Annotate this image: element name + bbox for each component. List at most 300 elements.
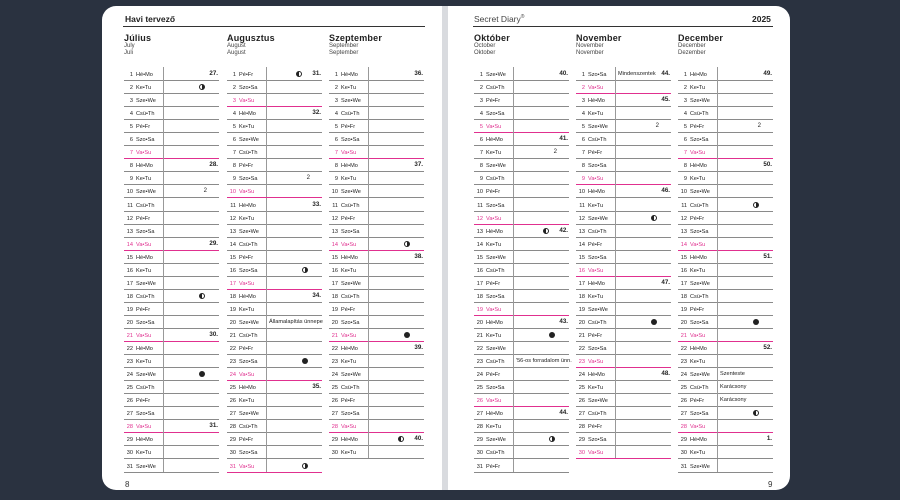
day-row[interactable] <box>474 67 569 81</box>
day-number: 6 <box>683 137 687 144</box>
day-row[interactable] <box>124 406 219 420</box>
day-row[interactable] <box>678 276 773 290</box>
month-name-en: August <box>227 43 246 49</box>
day-row[interactable] <box>474 341 569 355</box>
day-row[interactable] <box>227 237 322 251</box>
weekday-label: Hé•Mo <box>136 346 153 353</box>
day-row[interactable] <box>329 380 424 394</box>
day-row[interactable] <box>124 276 219 290</box>
day-row[interactable] <box>474 250 569 264</box>
day-row[interactable] <box>227 328 322 342</box>
day-row[interactable] <box>678 445 773 459</box>
left-header-rule <box>123 26 425 27</box>
day-row[interactable] <box>576 184 671 198</box>
day-row[interactable] <box>124 171 219 185</box>
weekday-label: Szo•Sa <box>588 437 607 444</box>
day-row[interactable] <box>576 419 671 433</box>
day-row[interactable] <box>124 459 219 473</box>
day-row[interactable] <box>678 341 773 355</box>
day-row[interactable] <box>678 184 773 198</box>
day-row[interactable] <box>124 250 219 264</box>
day-row[interactable] <box>678 106 773 120</box>
day-row[interactable] <box>227 158 322 172</box>
weekday-label: Sze•We <box>588 306 608 313</box>
day-number: 18 <box>680 293 687 300</box>
column-divider <box>717 106 718 119</box>
day-row[interactable] <box>576 328 671 342</box>
weekday-label: Va•Su <box>239 280 255 287</box>
day-row[interactable] <box>329 93 424 107</box>
month-name-en: September <box>329 43 359 49</box>
day-number: 27 <box>680 411 687 418</box>
column-divider <box>717 237 718 250</box>
day-number: 30 <box>229 450 236 457</box>
day-row[interactable] <box>124 302 219 316</box>
column-divider <box>717 67 718 80</box>
holiday-note: Karácsony <box>720 397 747 404</box>
day-row[interactable] <box>678 432 773 446</box>
day-row[interactable] <box>124 67 219 81</box>
day-row[interactable] <box>576 67 671 81</box>
day-row[interactable] <box>329 406 424 420</box>
column-divider <box>266 419 267 432</box>
column-divider <box>266 406 267 419</box>
moon-phase-icon <box>199 371 205 377</box>
day-number: 5 <box>129 124 133 131</box>
weekday-label: Pé•Fr <box>690 306 705 313</box>
day-row[interactable] <box>474 432 569 446</box>
day-row[interactable] <box>474 106 569 120</box>
month-name: December <box>678 33 724 43</box>
day-row[interactable] <box>678 237 773 251</box>
weekday-label: Szo•Sa <box>690 411 709 418</box>
column-divider <box>615 80 616 93</box>
day-number: 16 <box>229 267 236 274</box>
day-row[interactable] <box>227 263 322 277</box>
day-row[interactable] <box>474 459 569 473</box>
day-row[interactable] <box>678 380 773 394</box>
day-row[interactable] <box>576 289 671 303</box>
day-row[interactable] <box>329 158 424 172</box>
day-row[interactable] <box>329 106 424 120</box>
weekday-label: Sze•We <box>341 189 361 196</box>
day-number: 12 <box>680 215 687 222</box>
day-row[interactable] <box>227 315 322 329</box>
day-row[interactable] <box>678 419 773 433</box>
day-row[interactable] <box>474 276 569 290</box>
day-row[interactable] <box>124 211 219 225</box>
day-row[interactable] <box>227 406 322 420</box>
day-number: 29 <box>578 437 585 444</box>
day-number: 11 <box>477 202 483 209</box>
weekday-label: Pé•Fr <box>239 72 254 78</box>
day-row[interactable] <box>576 80 671 94</box>
day-row[interactable] <box>474 302 569 316</box>
day-row[interactable] <box>227 380 322 394</box>
day-row[interactable] <box>124 132 219 146</box>
week-number: 35. <box>312 383 321 391</box>
day-row[interactable] <box>329 211 424 225</box>
day-row[interactable] <box>474 211 569 225</box>
column-divider <box>368 211 369 224</box>
column-divider <box>513 445 514 458</box>
week-number: 45. <box>661 96 670 104</box>
weekday-label: Va•Su <box>588 359 604 366</box>
weekday-label: Sze•We <box>136 189 156 196</box>
weekday-label: Hé•Mo <box>341 346 358 353</box>
day-row[interactable] <box>329 67 424 81</box>
day-row[interactable] <box>329 198 424 212</box>
day-row[interactable] <box>329 393 424 407</box>
week-number: 30. <box>209 331 218 338</box>
day-row[interactable] <box>576 341 671 355</box>
column-divider <box>368 93 369 106</box>
day-row[interactable] <box>474 289 569 303</box>
day-number: 25 <box>229 385 236 392</box>
day-row[interactable] <box>227 198 322 212</box>
day-row[interactable] <box>329 276 424 290</box>
moon-phase-icon <box>651 215 657 221</box>
column-divider <box>266 354 267 367</box>
column-divider <box>368 406 369 419</box>
day-row[interactable] <box>124 145 219 159</box>
right-header-rule <box>473 26 773 27</box>
day-row[interactable] <box>227 145 322 159</box>
day-row[interactable] <box>124 237 219 251</box>
day-row[interactable] <box>227 459 322 473</box>
day-row[interactable] <box>576 119 671 133</box>
month-name-de: Juli <box>124 50 134 56</box>
day-row[interactable] <box>124 445 219 459</box>
day-row[interactable] <box>678 367 773 381</box>
day-row[interactable] <box>227 432 322 446</box>
book-gutter <box>442 6 448 490</box>
day-row[interactable] <box>474 132 569 146</box>
day-row[interactable] <box>576 393 671 407</box>
column-divider <box>368 328 369 341</box>
day-row[interactable] <box>576 211 671 225</box>
day-row[interactable] <box>474 119 569 133</box>
day-row[interactable] <box>576 367 671 381</box>
day-row[interactable] <box>678 354 773 368</box>
day-row[interactable] <box>678 198 773 212</box>
day-row[interactable] <box>227 184 322 198</box>
day-row[interactable] <box>678 224 773 238</box>
weekday-label: Ke•Tu <box>239 306 255 313</box>
day-row[interactable] <box>678 406 773 420</box>
day-row[interactable] <box>329 341 424 355</box>
week-number: 38. <box>414 252 423 260</box>
weekday-label: Sze•We <box>690 98 710 105</box>
day-row[interactable] <box>576 106 671 120</box>
weekday-label: Sze•We <box>239 411 259 418</box>
day-row[interactable] <box>124 328 219 342</box>
weekday-label: Szo•Sa <box>239 85 258 92</box>
weekday-label: Szo•Sa <box>136 411 155 418</box>
day-row[interactable] <box>227 419 322 433</box>
day-row[interactable] <box>474 445 569 459</box>
day-row[interactable] <box>227 211 322 225</box>
day-row[interactable] <box>329 184 424 198</box>
weekday-label: Pé•Fr <box>486 98 501 105</box>
day-row[interactable] <box>474 93 569 107</box>
day-row[interactable] <box>124 380 219 394</box>
day-row[interactable] <box>576 132 671 146</box>
day-row[interactable] <box>474 80 569 94</box>
day-row[interactable] <box>329 302 424 316</box>
week-number: 48. <box>661 370 670 378</box>
weekday-label: Va•Su <box>341 241 357 248</box>
day-number: 1 <box>683 72 687 78</box>
day-row[interactable] <box>576 171 671 185</box>
day-row[interactable] <box>124 419 219 433</box>
weekday-label: Sze•We <box>341 280 361 287</box>
day-row[interactable] <box>227 106 322 120</box>
day-row[interactable] <box>678 171 773 185</box>
day-row[interactable] <box>124 93 219 107</box>
day-row[interactable] <box>329 224 424 238</box>
day-number: 3 <box>683 98 687 105</box>
column-divider <box>163 406 164 419</box>
day-row[interactable] <box>124 80 219 94</box>
weekday-label: Hé•Mo <box>341 163 358 170</box>
day-row[interactable] <box>474 406 569 420</box>
day-number: 26 <box>680 398 687 405</box>
day-row[interactable] <box>124 184 219 198</box>
weekday-label: Ke•Tu <box>486 424 502 431</box>
day-count: 2 <box>757 123 761 130</box>
weekday-label: Va•Su <box>239 98 255 105</box>
day-row[interactable] <box>227 171 322 185</box>
day-row[interactable] <box>678 67 773 81</box>
weekday-label: Ke•Tu <box>690 450 706 457</box>
column-divider <box>163 106 164 119</box>
day-row[interactable] <box>474 184 569 198</box>
day-row[interactable] <box>474 263 569 277</box>
day-number: 25 <box>476 385 483 392</box>
day-row[interactable] <box>329 132 424 146</box>
day-row[interactable] <box>474 367 569 381</box>
column-divider <box>368 419 369 432</box>
day-row[interactable] <box>227 354 322 368</box>
day-row[interactable] <box>124 158 219 172</box>
weekday-label: Sze•We <box>690 463 710 470</box>
column-divider <box>615 432 616 445</box>
day-row[interactable] <box>576 158 671 172</box>
day-row[interactable] <box>227 393 322 407</box>
day-number: 7 <box>334 150 338 157</box>
day-row[interactable] <box>678 315 773 329</box>
day-row[interactable] <box>678 393 773 407</box>
week-number: 46. <box>661 187 670 195</box>
weekday-label: Csü•Th <box>136 202 155 209</box>
day-row[interactable] <box>124 341 219 355</box>
day-row[interactable] <box>678 263 773 277</box>
day-row[interactable] <box>227 250 322 264</box>
day-row[interactable] <box>227 67 322 81</box>
column-divider <box>266 250 267 263</box>
weekday-label: Pé•Fr <box>136 215 151 222</box>
day-row[interactable] <box>227 289 322 303</box>
day-row[interactable] <box>678 145 773 159</box>
column-divider <box>368 302 369 315</box>
weekday-label: Va•Su <box>690 424 706 431</box>
day-number: 4 <box>129 111 133 118</box>
day-row[interactable] <box>474 171 569 185</box>
weekday-label: Sze•We <box>239 137 259 144</box>
column-divider <box>266 445 267 458</box>
column-divider <box>163 145 164 158</box>
day-row[interactable] <box>576 276 671 290</box>
day-row[interactable] <box>576 198 671 212</box>
day-number: 17 <box>476 280 483 287</box>
day-row[interactable] <box>329 354 424 368</box>
day-row[interactable] <box>474 145 569 159</box>
day-row[interactable] <box>329 237 424 251</box>
day-row[interactable] <box>474 158 569 172</box>
column-divider <box>513 302 514 315</box>
year-label: 2025 <box>752 14 771 24</box>
day-row[interactable] <box>474 315 569 329</box>
day-row[interactable] <box>474 419 569 433</box>
day-number: 20 <box>476 319 483 326</box>
day-row[interactable] <box>329 289 424 303</box>
weekday-label: Hé•Mo <box>690 346 707 353</box>
day-row[interactable] <box>227 341 322 355</box>
day-number: 15 <box>680 254 687 261</box>
day-row[interactable] <box>329 250 424 264</box>
day-row[interactable] <box>678 211 773 225</box>
day-row[interactable] <box>678 119 773 133</box>
day-row[interactable] <box>576 93 671 107</box>
day-row[interactable] <box>576 380 671 394</box>
day-row[interactable] <box>576 224 671 238</box>
day-number: 2 <box>334 85 338 92</box>
column-divider <box>163 250 164 263</box>
day-row[interactable] <box>329 328 424 342</box>
weekday-label: Va•Su <box>136 241 152 248</box>
day-row[interactable] <box>227 445 322 459</box>
day-row[interactable] <box>329 145 424 159</box>
day-row[interactable] <box>124 263 219 277</box>
day-row[interactable] <box>124 367 219 381</box>
weekday-label: Hé•Mo <box>486 137 503 144</box>
weekday-label: Hé•Mo <box>341 72 358 78</box>
day-number: 3 <box>581 98 585 105</box>
day-row[interactable] <box>329 315 424 329</box>
day-row[interactable] <box>678 328 773 342</box>
day-number: 27 <box>578 411 585 418</box>
day-row[interactable] <box>474 237 569 251</box>
weekday-label: Va•Su <box>341 150 357 157</box>
day-row[interactable] <box>329 445 424 459</box>
day-number: 23 <box>331 359 338 366</box>
day-row[interactable] <box>124 393 219 407</box>
day-row[interactable] <box>576 263 671 277</box>
day-row[interactable] <box>227 93 322 107</box>
day-row[interactable] <box>329 171 424 185</box>
day-number: 17 <box>126 280 133 287</box>
day-row[interactable] <box>227 302 322 316</box>
day-row[interactable] <box>576 237 671 251</box>
day-row[interactable] <box>678 250 773 264</box>
day-row[interactable] <box>678 289 773 303</box>
day-number: 5 <box>581 124 585 131</box>
day-row[interactable] <box>124 354 219 368</box>
day-row[interactable] <box>329 419 424 433</box>
day-number: 31 <box>126 463 133 470</box>
day-row[interactable] <box>474 198 569 212</box>
column-divider <box>368 119 369 132</box>
weekday-label: Va•Su <box>588 176 604 183</box>
day-row[interactable] <box>678 93 773 107</box>
day-row[interactable] <box>474 380 569 394</box>
weekday-label: Szo•Sa <box>239 450 258 457</box>
day-row[interactable] <box>474 354 572 368</box>
day-number: 6 <box>232 137 236 144</box>
day-row[interactable] <box>227 119 322 133</box>
day-number: 14 <box>578 241 585 248</box>
weekday-label: Szo•Sa <box>136 319 155 326</box>
day-row[interactable] <box>329 263 424 277</box>
day-row[interactable] <box>678 132 773 146</box>
day-row[interactable] <box>124 198 219 212</box>
day-row[interactable] <box>227 80 322 94</box>
day-row[interactable] <box>227 367 322 381</box>
day-row[interactable] <box>329 432 424 446</box>
day-row[interactable] <box>678 302 773 316</box>
day-row[interactable] <box>678 80 773 94</box>
day-row[interactable] <box>124 119 219 133</box>
week-number: 34. <box>312 291 321 299</box>
day-row[interactable] <box>124 315 219 329</box>
month-name-de: November <box>576 50 604 56</box>
day-row[interactable] <box>124 432 219 446</box>
day-row[interactable] <box>329 119 424 133</box>
day-row[interactable] <box>576 315 671 329</box>
day-row[interactable] <box>474 224 569 238</box>
day-row[interactable] <box>329 367 424 381</box>
day-row[interactable] <box>576 354 671 368</box>
column-divider <box>717 328 718 341</box>
day-row[interactable] <box>227 224 322 238</box>
day-row[interactable] <box>678 158 773 172</box>
weekday-label: Pé•Fr <box>486 463 501 470</box>
day-row[interactable] <box>576 250 671 264</box>
day-row[interactable] <box>329 80 424 94</box>
weekday-label: Csü•Th <box>341 293 360 300</box>
day-row[interactable] <box>124 106 219 120</box>
day-row[interactable] <box>576 432 671 446</box>
left-page-number: 8 <box>125 480 130 489</box>
day-row[interactable] <box>124 224 219 238</box>
day-number: 18 <box>229 293 236 300</box>
day-row[interactable] <box>474 328 569 342</box>
day-number: 23 <box>578 359 585 366</box>
day-row[interactable] <box>576 145 671 159</box>
day-row[interactable] <box>576 406 671 420</box>
day-number: 19 <box>229 306 236 313</box>
day-row[interactable] <box>474 393 569 407</box>
month-name-de: Oktober <box>474 50 496 56</box>
day-row[interactable] <box>227 276 322 290</box>
day-row[interactable] <box>227 132 322 146</box>
day-row[interactable] <box>576 302 671 316</box>
day-row[interactable] <box>124 289 219 303</box>
day-row[interactable] <box>678 459 773 473</box>
day-row[interactable] <box>576 445 671 459</box>
day-number: 29 <box>331 437 338 444</box>
